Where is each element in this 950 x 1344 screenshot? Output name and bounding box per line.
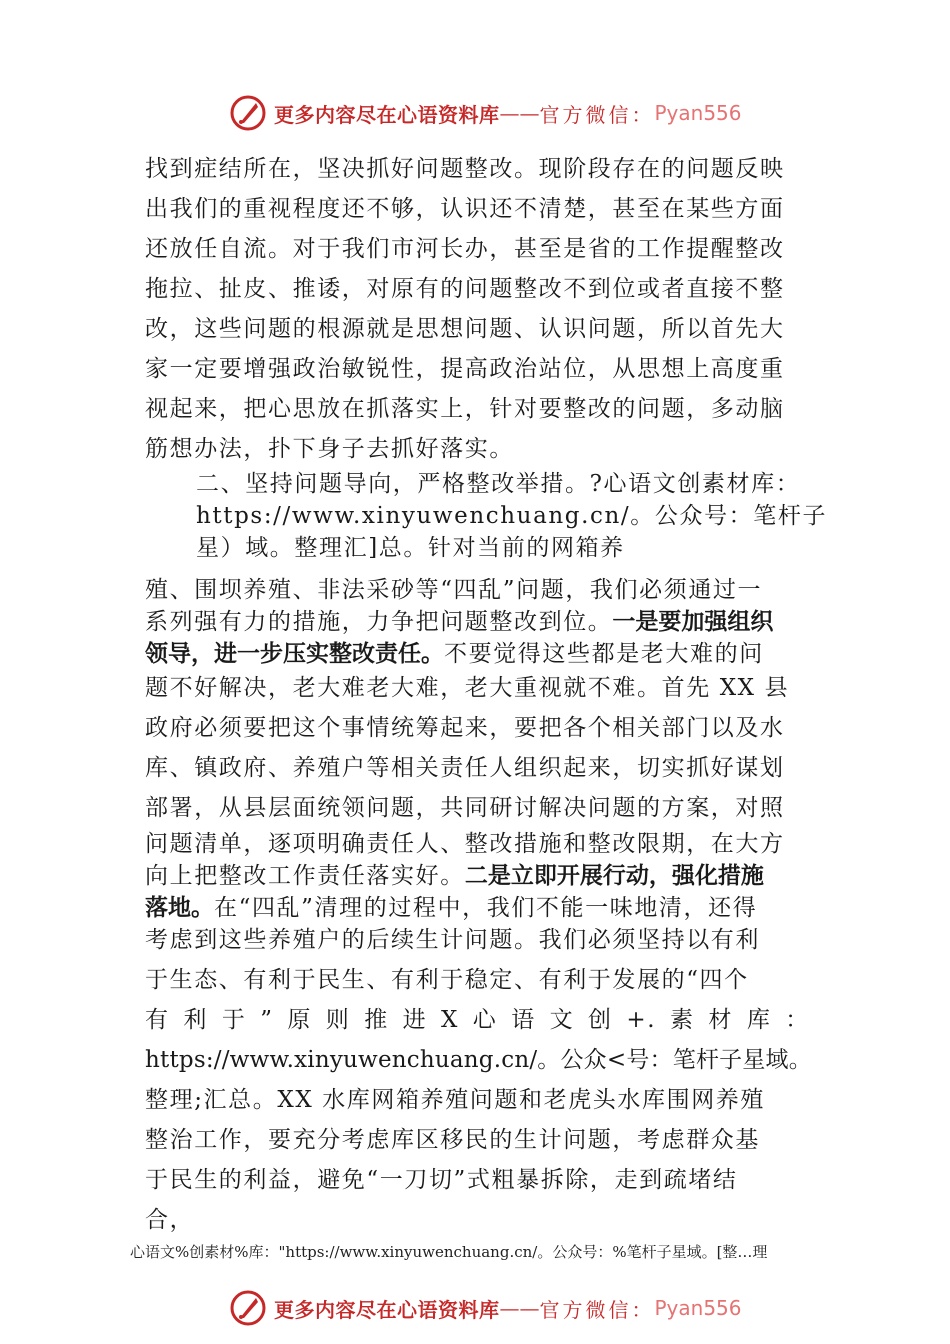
text-line: 拖拉、扯皮、推诿，对原有的问题整改不到位或者直接不整 [145, 276, 785, 302]
source-footnote: 心语文%创素材%库："https://www.xinyuwenchuang.cn/。公众号：%笔杆子星域。[整…理 [130, 1243, 768, 1261]
banner-slogan: 更多内容尽在心语资料库 [274, 1297, 500, 1322]
text-line: 视起来，把心思放在抓落实上，针对要整改的问题，多动脑 [145, 396, 785, 422]
bold-point-one-b: 领导，进一步压实整改责任。 [145, 641, 444, 667]
text-line: 还放任自流。对于我们市河长办，甚至是省的工作提醒整改 [145, 236, 785, 262]
spread-char: 利 [183, 1007, 209, 1033]
spread-char: 创 [588, 1007, 613, 1033]
banner-wechat-label: 官方微信： [539, 102, 655, 127]
paragraph-1 [145, 149, 810, 469]
spread-char: 于 [221, 1007, 247, 1033]
spread-char: 推 [364, 1007, 389, 1033]
paragraph-4 [145, 828, 810, 924]
bold-point-one-a: 一是要加强组织 [612, 609, 774, 635]
paragraph-2 [145, 574, 810, 670]
banner-slogan: 更多内容尽在心语资料库 [274, 102, 500, 127]
spread-char: ” [260, 1007, 274, 1033]
spread-char: 心 [472, 1007, 498, 1033]
text-line: 找到症结所在，坚决抓好问题整改。现阶段存在的问题反映 [145, 156, 785, 182]
bold-point-two-b: 落地。 [145, 895, 214, 921]
text-line: 合， [145, 1207, 195, 1233]
header-banner [228, 93, 748, 133]
spread-char: ： [785, 1007, 810, 1033]
text-line [145, 638, 810, 670]
text-line: 问题清单，逐项明确责任人、整改措施和整改限期，在大方 [145, 831, 785, 857]
text-line: 于生态、有利于民生、有利于稳定、有利于发展的“四个 [145, 967, 749, 993]
spread-char: 材 [708, 1007, 734, 1033]
text-line [145, 860, 810, 892]
text-line: 题不好解决，老大难老大难，老大重视就不难。首先 XX 县 [145, 675, 790, 701]
text-line: 出我们的重视程度还不够，认识还不清楚，甚至在某些方面 [145, 196, 785, 222]
paragraph-5 [145, 920, 810, 1240]
text-line: https://www.xinyuwenchuang.cn/。公众号：笔杆子 [196, 503, 828, 529]
spread-char: 则 [325, 1007, 351, 1033]
text-line [145, 606, 810, 638]
spread-text-line [145, 1000, 810, 1040]
text-line: 二、坚持问题导向，严格整改举措。?心语文创素材库： [196, 471, 801, 497]
paragraph-3 [145, 668, 810, 828]
text-line: 整理;汇总。XX 水库网箱养殖问题和老虎头水库围网养殖 [145, 1087, 766, 1113]
spread-char: 素 [670, 1007, 695, 1033]
text-span: 不要觉得这些都是老大难的问 [444, 641, 764, 667]
banner-wechat-id: Pyan556 [654, 1296, 742, 1320]
text-line: 殖、围坝养殖、非法采砂等“四乱”问题，我们必须通过一 [145, 577, 763, 603]
spread-char: X [441, 1007, 459, 1033]
spread-char: 有 [145, 1007, 170, 1033]
section-two-heading [196, 468, 828, 564]
text-line: 星）域。整理汇]总。针对当前的网箱养 [196, 535, 625, 561]
banner-dash: —— [499, 101, 540, 125]
quill-seal-icon [228, 1288, 268, 1328]
spread-char: 原 [287, 1007, 312, 1033]
text-span: 系列强有力的措施，力争把问题整改到位。 [145, 609, 613, 635]
text-line: 库、镇政府、养殖户等相关责任人组织起来，切实抓好谋划 [145, 755, 785, 781]
text-span: 向上把整改工作责任落实好。 [145, 863, 465, 889]
spread-char: 文 [549, 1007, 575, 1033]
spread-char: 库 [746, 1007, 772, 1033]
text-line: 整治工作，要充分考虑库区移民的生计问题，考虑群众基 [145, 1127, 760, 1153]
text-line: 部署，从县层面统领问题，共同研讨解决问题的方案，对照 [145, 795, 785, 821]
text-line: 改，这些问题的根源就是思想问题、认识问题，所以首先大 [145, 316, 785, 342]
text-line: 筋想办法，扑下身子去抓好落实。 [145, 436, 514, 462]
text-line: 家一定要增强政治敏锐性，提高政治站位，从思想上高度重 [145, 356, 785, 382]
text-line: 考虑到这些养殖户的后续生计问题。我们必须坚持以有利 [145, 927, 760, 953]
quill-seal-icon [228, 93, 268, 133]
text-span: 在“四乱”清理的过程中，我们不能一味地清，还得 [214, 895, 758, 921]
banner-wechat-label: 官方微信： [539, 1297, 655, 1322]
banner-dash: —— [499, 1296, 540, 1320]
spread-char: +. [626, 1007, 657, 1033]
spread-char: 进 [402, 1007, 428, 1033]
text-line: https://www.xinyuwenchuang.cn/。公众<号：笔杆子星域。 [145, 1047, 812, 1073]
text-line: 于民生的利益，避免“一刀切”式粗暴拆除，走到疏堵结 [145, 1167, 738, 1193]
footer-banner [228, 1288, 748, 1328]
text-line: 政府必须要把这个事情统筹起来，要把各个相关部门以及水 [145, 715, 785, 741]
spread-char: 语 [511, 1007, 536, 1033]
bold-point-two-a: 二是立即开展行动，强化措施 [464, 863, 764, 889]
banner-wechat-id: Pyan556 [654, 101, 742, 125]
